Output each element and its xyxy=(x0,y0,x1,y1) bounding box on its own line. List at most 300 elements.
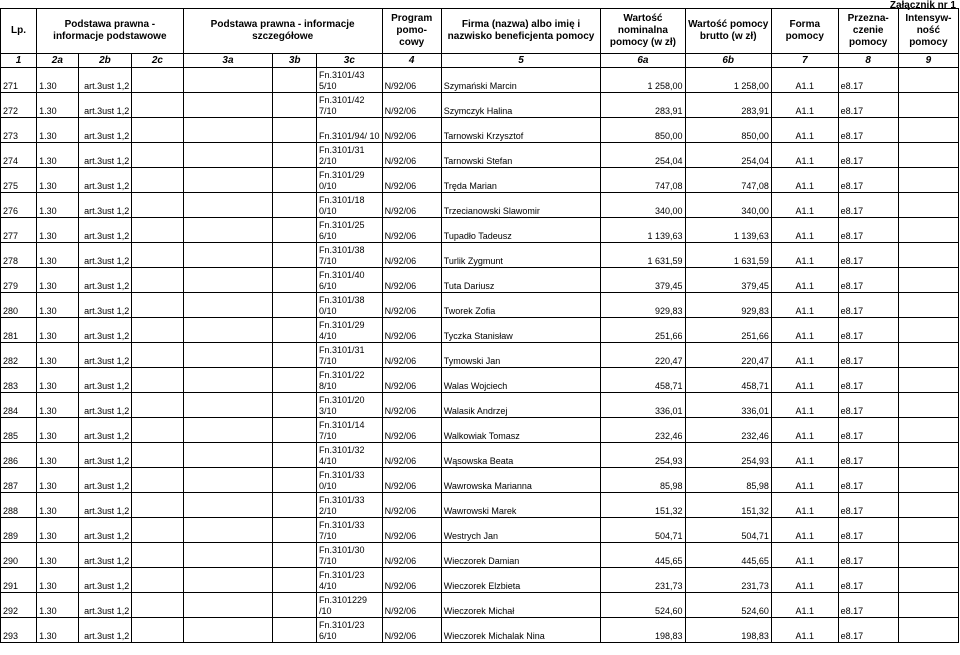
header-program: Program pomo-cowy xyxy=(382,9,441,54)
header-purpose: Przezna-czenie pomocy xyxy=(838,9,898,54)
row-lp-cell: 285 xyxy=(1,418,37,443)
empty-cell xyxy=(132,368,183,393)
intensity-cell xyxy=(898,168,958,193)
basis-article-cell: 1.30 xyxy=(37,518,79,543)
empty-cell xyxy=(273,518,317,543)
aid-purpose-cell: e8.17 xyxy=(838,543,898,568)
aid-purpose-cell: e8.17 xyxy=(838,493,898,518)
empty-cell xyxy=(273,343,317,368)
empty-cell xyxy=(132,568,183,593)
basis-paragraph-cell: art.3ust 1,2 xyxy=(78,568,132,593)
nominal-value-cell: 85,98 xyxy=(601,468,685,493)
decision-number-cell: Fn.3101/33 7/10 xyxy=(317,518,383,543)
empty-cell xyxy=(273,68,317,93)
empty-cell xyxy=(183,543,273,568)
program-cell: N/92/06 xyxy=(382,593,441,618)
nominal-value-cell: 445,65 xyxy=(601,543,685,568)
row-lp-cell: 282 xyxy=(1,343,37,368)
table-row xyxy=(1,568,959,593)
aid-purpose-cell: e8.17 xyxy=(838,68,898,93)
row-lp-cell: 272 xyxy=(1,93,37,118)
decision-number-cell: Fn.3101229 /10 xyxy=(317,593,383,618)
empty-cell xyxy=(273,168,317,193)
decision-number-cell: Fn.3101/33 2/10 xyxy=(317,493,383,518)
empty-cell xyxy=(273,443,317,468)
beneficiary-name-cell: Walasik Andrzej xyxy=(441,393,601,418)
program-cell: N/92/06 xyxy=(382,443,441,468)
aid-form-cell: A1.1 xyxy=(771,293,838,318)
decision-number-cell: Fn.3101/30 7/10 xyxy=(317,543,383,568)
beneficiary-name-cell: Westrych Jan xyxy=(441,518,601,543)
header-form: Forma pomocy xyxy=(771,9,838,54)
program-cell: N/92/06 xyxy=(382,243,441,268)
intensity-cell xyxy=(898,393,958,418)
empty-cell xyxy=(132,518,183,543)
empty-cell xyxy=(273,243,317,268)
gross-value-cell: 85,98 xyxy=(685,468,771,493)
basis-article-cell: 1.30 xyxy=(37,193,79,218)
decision-number-cell: Fn.3101/23 6/10 xyxy=(317,618,383,643)
gross-value-cell: 336,01 xyxy=(685,393,771,418)
empty-cell xyxy=(132,343,183,368)
aid-purpose-cell: e8.17 xyxy=(838,443,898,468)
col-num: 5 xyxy=(441,54,601,68)
empty-cell xyxy=(273,118,317,143)
intensity-cell xyxy=(898,243,958,268)
beneficiary-name-cell: Tyczka Stanisław xyxy=(441,318,601,343)
empty-cell xyxy=(273,318,317,343)
aid-form-cell: A1.1 xyxy=(771,618,838,643)
basis-paragraph-cell: art.3ust 1,2 xyxy=(78,368,132,393)
aid-purpose-cell: e8.17 xyxy=(838,193,898,218)
nominal-value-cell: 1 139,63 xyxy=(601,218,685,243)
program-cell: N/92/06 xyxy=(382,218,441,243)
program-cell: N/92/06 xyxy=(382,368,441,393)
beneficiary-name-cell: Szymański Marcin xyxy=(441,68,601,93)
gross-value-cell: 929,83 xyxy=(685,293,771,318)
beneficiary-name-cell: Tymowski Jan xyxy=(441,343,601,368)
empty-cell xyxy=(273,268,317,293)
basis-article-cell: 1.30 xyxy=(37,368,79,393)
basis-article-cell: 1.30 xyxy=(37,443,79,468)
program-cell: N/92/06 xyxy=(382,268,441,293)
empty-cell xyxy=(183,493,273,518)
header-intensity: Intensyw-ność pomocy xyxy=(898,9,958,54)
aid-purpose-cell: e8.17 xyxy=(838,168,898,193)
basis-article-cell: 1.30 xyxy=(37,468,79,493)
nominal-value-cell: 198,83 xyxy=(601,618,685,643)
empty-cell xyxy=(273,543,317,568)
table-row xyxy=(1,618,959,643)
aid-form-cell: A1.1 xyxy=(771,543,838,568)
program-cell: N/92/06 xyxy=(382,493,441,518)
table-row xyxy=(1,68,959,93)
header-nominal: Wartość nominalna pomocy (w zł) xyxy=(601,9,685,54)
header-basis-detail: Podstawa prawna - informacje szczegółowe xyxy=(183,9,382,54)
aid-form-cell: A1.1 xyxy=(771,443,838,468)
basis-article-cell: 1.30 xyxy=(37,318,79,343)
basis-paragraph-cell: art.3ust 1,2 xyxy=(78,618,132,643)
basis-paragraph-cell: art.3ust 1,2 xyxy=(78,468,132,493)
decision-number-cell: Fn.3101/18 0/10 xyxy=(317,193,383,218)
nominal-value-cell: 251,66 xyxy=(601,318,685,343)
col-num: 4 xyxy=(382,54,441,68)
program-cell: N/92/06 xyxy=(382,143,441,168)
empty-cell xyxy=(273,143,317,168)
aid-form-cell: A1.1 xyxy=(771,168,838,193)
empty-cell xyxy=(132,243,183,268)
aid-purpose-cell: e8.17 xyxy=(838,118,898,143)
aid-form-cell: A1.1 xyxy=(771,318,838,343)
program-cell: N/92/06 xyxy=(382,93,441,118)
col-num: 6a xyxy=(601,54,685,68)
empty-cell xyxy=(132,143,183,168)
aid-form-cell: A1.1 xyxy=(771,68,838,93)
basis-article-cell: 1.30 xyxy=(37,93,79,118)
empty-cell xyxy=(183,68,273,93)
program-cell: N/92/06 xyxy=(382,118,441,143)
aid-purpose-cell: e8.17 xyxy=(838,143,898,168)
program-cell: N/92/06 xyxy=(382,468,441,493)
intensity-cell xyxy=(898,318,958,343)
row-lp-cell: 281 xyxy=(1,318,37,343)
table-row xyxy=(1,393,959,418)
program-cell: N/92/06 xyxy=(382,418,441,443)
empty-cell xyxy=(132,618,183,643)
row-lp-cell: 279 xyxy=(1,268,37,293)
col-num: 3a xyxy=(183,54,273,68)
basis-paragraph-cell: art.3ust 1,2 xyxy=(78,218,132,243)
decision-number-cell: Fn.3101/42 7/10 xyxy=(317,93,383,118)
table-row xyxy=(1,168,959,193)
nominal-value-cell: 254,04 xyxy=(601,143,685,168)
intensity-cell xyxy=(898,593,958,618)
program-cell: N/92/06 xyxy=(382,68,441,93)
empty-cell xyxy=(132,543,183,568)
empty-cell xyxy=(273,418,317,443)
nominal-value-cell: 929,83 xyxy=(601,293,685,318)
gross-value-cell: 232,46 xyxy=(685,418,771,443)
basis-article-cell: 1.30 xyxy=(37,243,79,268)
empty-cell xyxy=(273,193,317,218)
decision-number-cell: Fn.3101/43 5/10 xyxy=(317,68,383,93)
table-row xyxy=(1,268,959,293)
aid-purpose-cell: e8.17 xyxy=(838,243,898,268)
header-gross: Wartość pomocy brutto (w zł) xyxy=(685,9,771,54)
nominal-value-cell: 1 258,00 xyxy=(601,68,685,93)
nominal-value-cell: 231,73 xyxy=(601,568,685,593)
empty-cell xyxy=(273,293,317,318)
table-row xyxy=(1,343,959,368)
nominal-value-cell: 254,93 xyxy=(601,443,685,468)
aid-purpose-cell: e8.17 xyxy=(838,268,898,293)
beneficiary-name-cell: Walkowiak Tomasz xyxy=(441,418,601,443)
program-cell: N/92/06 xyxy=(382,393,441,418)
empty-cell xyxy=(183,518,273,543)
aid-purpose-cell: e8.17 xyxy=(838,468,898,493)
aid-form-cell: A1.1 xyxy=(771,418,838,443)
aid-purpose-cell: e8.17 xyxy=(838,293,898,318)
basis-paragraph-cell: art.3ust 1,2 xyxy=(78,443,132,468)
col-num: 2c xyxy=(132,54,183,68)
aid-purpose-cell: e8.17 xyxy=(838,318,898,343)
beneficiary-name-cell: Wąsowska Beata xyxy=(441,443,601,468)
empty-cell xyxy=(183,268,273,293)
nominal-value-cell: 747,08 xyxy=(601,168,685,193)
empty-cell xyxy=(183,293,273,318)
basis-paragraph-cell: art.3ust 1,2 xyxy=(78,593,132,618)
beneficiary-name-cell: Tarnowski Stefan xyxy=(441,143,601,168)
empty-cell xyxy=(273,493,317,518)
aid-form-cell: A1.1 xyxy=(771,268,838,293)
col-num: 2b xyxy=(78,54,132,68)
intensity-cell xyxy=(898,468,958,493)
decision-number-cell: Fn.3101/20 3/10 xyxy=(317,393,383,418)
basis-article-cell: 1.30 xyxy=(37,393,79,418)
basis-paragraph-cell: art.3ust 1,2 xyxy=(78,393,132,418)
row-lp-cell: 288 xyxy=(1,493,37,518)
intensity-cell xyxy=(898,443,958,468)
aid-form-cell: A1.1 xyxy=(771,93,838,118)
basis-paragraph-cell: art.3ust 1,2 xyxy=(78,143,132,168)
empty-cell xyxy=(183,368,273,393)
row-lp-cell: 286 xyxy=(1,443,37,468)
empty-cell xyxy=(183,93,273,118)
empty-cell xyxy=(273,593,317,618)
beneficiary-name-cell: Tuta Dariusz xyxy=(441,268,601,293)
basis-article-cell: 1.30 xyxy=(37,418,79,443)
basis-paragraph-cell: art.3ust 1,2 xyxy=(78,93,132,118)
decision-number-cell: Fn.3101/25 6/10 xyxy=(317,218,383,243)
aid-purpose-cell: e8.17 xyxy=(838,618,898,643)
nominal-value-cell: 220,47 xyxy=(601,343,685,368)
nominal-value-cell: 336,01 xyxy=(601,393,685,418)
empty-cell xyxy=(273,618,317,643)
nominal-value-cell: 232,46 xyxy=(601,418,685,443)
gross-value-cell: 254,04 xyxy=(685,143,771,168)
empty-cell xyxy=(132,293,183,318)
empty-cell xyxy=(273,93,317,118)
basis-article-cell: 1.30 xyxy=(37,593,79,618)
col-num: 8 xyxy=(838,54,898,68)
gross-value-cell: 458,71 xyxy=(685,368,771,393)
col-num: 6b xyxy=(685,54,771,68)
decision-number-cell: Fn.3101/14 7/10 xyxy=(317,418,383,443)
gross-value-cell: 445,65 xyxy=(685,543,771,568)
decision-number-cell: Fn.3101/38 7/10 xyxy=(317,243,383,268)
empty-cell xyxy=(273,568,317,593)
basis-article-cell: 1.30 xyxy=(37,493,79,518)
nominal-value-cell: 151,32 xyxy=(601,493,685,518)
empty-cell xyxy=(273,368,317,393)
intensity-cell xyxy=(898,343,958,368)
beneficiary-name-cell: Szymczyk Halina xyxy=(441,93,601,118)
basis-paragraph-cell: art.3ust 1,2 xyxy=(78,243,132,268)
table-row xyxy=(1,543,959,568)
empty-cell xyxy=(273,468,317,493)
basis-paragraph-cell: art.3ust 1,2 xyxy=(78,418,132,443)
aid-form-cell: A1.1 xyxy=(771,518,838,543)
table-row xyxy=(1,293,959,318)
aid-form-cell: A1.1 xyxy=(771,468,838,493)
gross-value-cell: 379,45 xyxy=(685,268,771,293)
col-num: 3b xyxy=(273,54,317,68)
aid-form-cell: A1.1 xyxy=(771,218,838,243)
nominal-value-cell: 850,00 xyxy=(601,118,685,143)
empty-cell xyxy=(183,168,273,193)
aid-form-cell: A1.1 xyxy=(771,118,838,143)
gross-value-cell: 220,47 xyxy=(685,343,771,368)
row-lp-cell: 273 xyxy=(1,118,37,143)
empty-cell xyxy=(132,193,183,218)
aid-purpose-cell: e8.17 xyxy=(838,218,898,243)
basis-article-cell: 1.30 xyxy=(37,268,79,293)
table-row xyxy=(1,318,959,343)
beneficiary-name-cell: Trzecianowski Slawomir xyxy=(441,193,601,218)
empty-cell xyxy=(183,593,273,618)
aid-purpose-cell: e8.17 xyxy=(838,418,898,443)
intensity-cell xyxy=(898,493,958,518)
nominal-value-cell: 524,60 xyxy=(601,593,685,618)
aid-purpose-cell: e8.17 xyxy=(838,93,898,118)
header-basis-basic: Podstawa prawna - informacje podstawowe xyxy=(37,9,184,54)
intensity-cell xyxy=(898,118,958,143)
empty-cell xyxy=(132,393,183,418)
basis-article-cell: 1.30 xyxy=(37,618,79,643)
gross-value-cell: 251,66 xyxy=(685,318,771,343)
intensity-cell xyxy=(898,518,958,543)
aid-form-cell: A1.1 xyxy=(771,143,838,168)
empty-cell xyxy=(183,618,273,643)
program-cell: N/92/06 xyxy=(382,568,441,593)
table-row xyxy=(1,243,959,268)
aid-form-cell: A1.1 xyxy=(771,343,838,368)
aid-form-cell: A1.1 xyxy=(771,243,838,268)
basis-article-cell: 1.30 xyxy=(37,568,79,593)
empty-cell xyxy=(132,593,183,618)
gross-value-cell: 283,91 xyxy=(685,93,771,118)
aid-purpose-cell: e8.17 xyxy=(838,368,898,393)
program-cell: N/92/06 xyxy=(382,518,441,543)
nominal-value-cell: 379,45 xyxy=(601,268,685,293)
empty-cell xyxy=(273,393,317,418)
intensity-cell xyxy=(898,93,958,118)
decision-number-cell: Fn.3101/40 6/10 xyxy=(317,268,383,293)
aid-table xyxy=(0,8,959,643)
empty-cell xyxy=(132,493,183,518)
decision-number-cell: Fn.3101/94/ 10 xyxy=(317,118,383,143)
decision-number-cell: Fn.3101/38 0/10 xyxy=(317,293,383,318)
empty-cell xyxy=(273,218,317,243)
gross-value-cell: 524,60 xyxy=(685,593,771,618)
aid-purpose-cell: e8.17 xyxy=(838,568,898,593)
row-lp-cell: 287 xyxy=(1,468,37,493)
program-cell: N/92/06 xyxy=(382,318,441,343)
beneficiary-name-cell: Wawrowska Marianna xyxy=(441,468,601,493)
basis-article-cell: 1.30 xyxy=(37,218,79,243)
decision-number-cell: Fn.3101/32 4/10 xyxy=(317,443,383,468)
empty-cell xyxy=(183,343,273,368)
basis-article-cell: 1.30 xyxy=(37,118,79,143)
basis-article-cell: 1.30 xyxy=(37,543,79,568)
aid-purpose-cell: e8.17 xyxy=(838,343,898,368)
row-lp-cell: 293 xyxy=(1,618,37,643)
nominal-value-cell: 458,71 xyxy=(601,368,685,393)
header-lp: Lp. xyxy=(1,9,37,54)
program-cell: N/92/06 xyxy=(382,168,441,193)
program-cell: N/92/06 xyxy=(382,618,441,643)
intensity-cell xyxy=(898,418,958,443)
header-row xyxy=(1,9,959,54)
decision-number-cell: Fn.3101/23 4/10 xyxy=(317,568,383,593)
basis-paragraph-cell: art.3ust 1,2 xyxy=(78,68,132,93)
table-row xyxy=(1,193,959,218)
intensity-cell xyxy=(898,143,958,168)
gross-value-cell: 504,71 xyxy=(685,518,771,543)
row-lp-cell: 284 xyxy=(1,393,37,418)
gross-value-cell: 1 258,00 xyxy=(685,68,771,93)
empty-cell xyxy=(132,168,183,193)
col-num: 9 xyxy=(898,54,958,68)
aid-form-cell: A1.1 xyxy=(771,393,838,418)
beneficiary-name-cell: Wieczorek Michał xyxy=(441,593,601,618)
empty-cell xyxy=(132,68,183,93)
aid-purpose-cell: e8.17 xyxy=(838,393,898,418)
basis-paragraph-cell: art.3ust 1,2 xyxy=(78,518,132,543)
table-row xyxy=(1,593,959,618)
row-lp-cell: 290 xyxy=(1,543,37,568)
intensity-cell xyxy=(898,68,958,93)
beneficiary-name-cell: Tarnowski Krzysztof xyxy=(441,118,601,143)
table-row xyxy=(1,218,959,243)
gross-value-cell: 340,00 xyxy=(685,193,771,218)
table-row xyxy=(1,118,959,143)
basis-article-cell: 1.30 xyxy=(37,68,79,93)
basis-paragraph-cell: art.3ust 1,2 xyxy=(78,318,132,343)
row-lp-cell: 292 xyxy=(1,593,37,618)
intensity-cell xyxy=(898,193,958,218)
gross-value-cell: 747,08 xyxy=(685,168,771,193)
table-row xyxy=(1,468,959,493)
col-num: 1 xyxy=(1,54,37,68)
decision-number-cell: Fn.3101/29 0/10 xyxy=(317,168,383,193)
table-row xyxy=(1,143,959,168)
basis-paragraph-cell: art.3ust 1,2 xyxy=(78,168,132,193)
beneficiary-name-cell: Tręda Marian xyxy=(441,168,601,193)
basis-paragraph-cell: art.3ust 1,2 xyxy=(78,193,132,218)
intensity-cell xyxy=(898,368,958,393)
row-lp-cell: 289 xyxy=(1,518,37,543)
empty-cell xyxy=(132,318,183,343)
nominal-value-cell: 283,91 xyxy=(601,93,685,118)
nominal-value-cell: 1 631,59 xyxy=(601,243,685,268)
empty-cell xyxy=(183,443,273,468)
row-lp-cell: 275 xyxy=(1,168,37,193)
annex-label: Załącznik nr 1 xyxy=(889,0,956,11)
gross-value-cell: 254,93 xyxy=(685,443,771,468)
aid-form-cell: A1.1 xyxy=(771,368,838,393)
intensity-cell xyxy=(898,543,958,568)
program-cell: N/92/06 xyxy=(382,193,441,218)
intensity-cell xyxy=(898,618,958,643)
empty-cell xyxy=(132,468,183,493)
intensity-cell xyxy=(898,218,958,243)
empty-cell xyxy=(183,468,273,493)
empty-cell xyxy=(183,143,273,168)
row-lp-cell: 274 xyxy=(1,143,37,168)
beneficiary-name-cell: Wieczorek Michalak Nina xyxy=(441,618,601,643)
intensity-cell xyxy=(898,293,958,318)
